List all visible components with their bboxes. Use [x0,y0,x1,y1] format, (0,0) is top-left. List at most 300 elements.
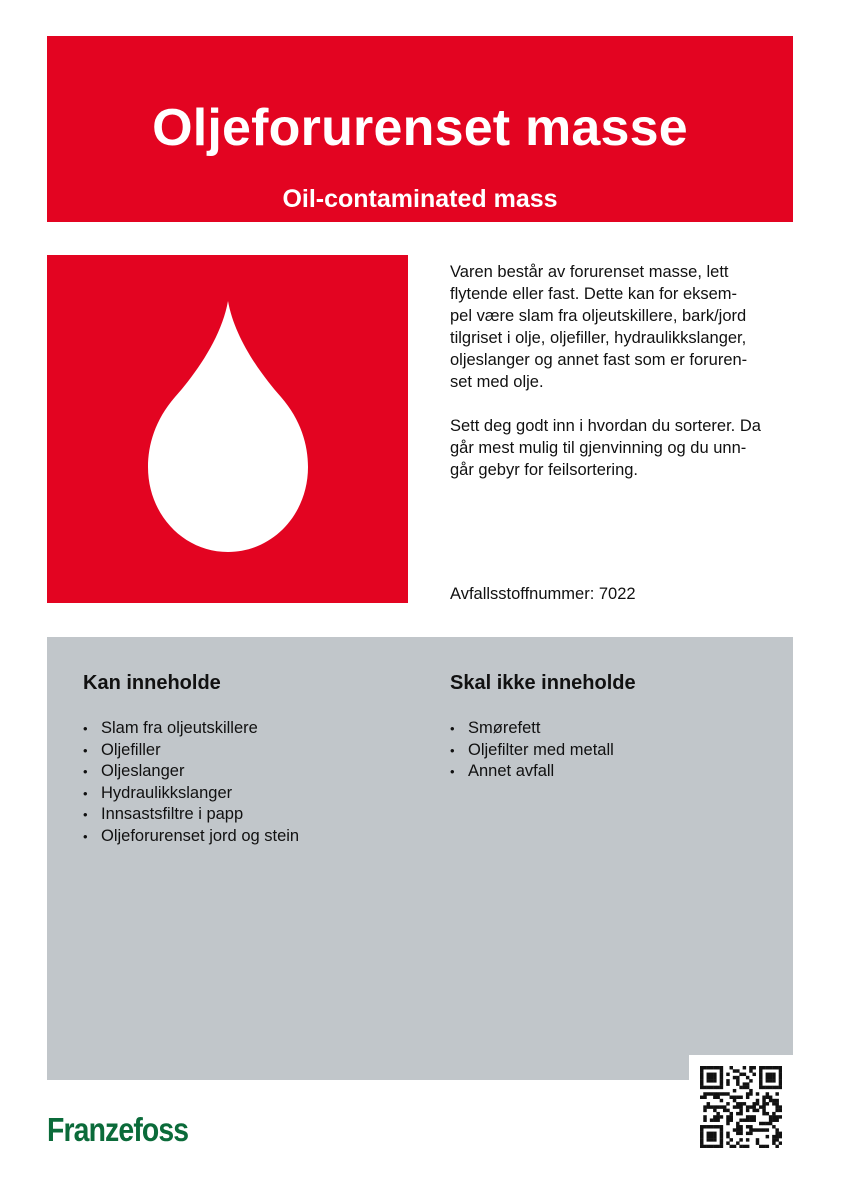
qr-module [736,1076,739,1079]
may-contain-section [83,671,299,848]
qr-module [710,1132,713,1135]
must-not-contain-section [450,671,636,783]
qr-module [733,1076,736,1079]
qr-module [749,1115,752,1118]
qr-module [707,1073,710,1076]
qr-module [730,1096,733,1099]
qr-module [749,1132,752,1135]
qr-module [779,1086,782,1089]
qr-module [746,1132,749,1135]
qr-module [723,1105,726,1108]
qr-module [759,1079,762,1082]
qr-module [726,1132,729,1135]
qr-module [716,1105,719,1108]
qr-module [762,1105,765,1108]
qr-module [766,1122,769,1125]
qr-module [766,1079,769,1082]
qr-module [726,1141,729,1144]
qr-module [733,1099,736,1102]
qr-module [743,1073,746,1076]
qr-module [720,1132,723,1135]
qr-module [716,1145,719,1148]
qr-module [720,1128,723,1131]
qr-module [772,1066,775,1069]
qr-module [746,1105,749,1108]
qr-module [772,1073,775,1076]
qr-module [700,1125,703,1128]
qr-module [713,1105,716,1108]
qr-module [710,1105,713,1108]
qr-module [772,1141,775,1144]
qr-module [703,1109,706,1112]
qr-module [749,1125,752,1128]
qr-module [720,1145,723,1148]
description-line: går mest mulig til gjenvinning og du unn- [450,439,747,457]
qr-module [743,1102,746,1105]
qr-module [759,1145,762,1148]
qr-module [775,1115,778,1118]
qr-module [703,1096,706,1099]
qr-module [700,1073,703,1076]
qr-module [769,1066,772,1069]
qr-module [746,1092,749,1095]
qr-module [703,1092,706,1095]
qr-module [707,1138,710,1141]
description-line: Sett deg godt inn i hvordan du sorterer. Da [450,417,761,435]
qr-module [772,1086,775,1089]
qr-module [707,1105,710,1108]
qr-module [749,1089,752,1092]
qr-module [726,1079,729,1082]
list-item: • Hydraulikkslanger [83,783,299,805]
qr-module [707,1066,710,1069]
qr-module [707,1076,710,1079]
qr-module [739,1118,742,1121]
qr-module [730,1145,733,1148]
description-line: flytende eller fast. Dette kan for eksem- [450,285,738,303]
qr-module [700,1086,703,1089]
qr-module [710,1145,713,1148]
qr-module [726,1092,729,1095]
qr-module [730,1138,733,1141]
may-contain-heading: Kan inneholde [83,672,221,694]
qr-module [752,1066,755,1069]
qr-module [733,1128,736,1131]
qr-module [710,1118,713,1121]
qr-module [726,1115,729,1118]
qr-module [707,1079,710,1082]
qr-module [749,1128,752,1131]
qr-module [720,1138,723,1141]
qr-module [726,1122,729,1125]
qr-module [775,1086,778,1089]
qr-module [713,1096,716,1099]
qr-module [720,1086,723,1089]
contents-panel [47,637,793,1080]
qr-module [766,1073,769,1076]
qr-module [772,1115,775,1118]
qr-module [769,1122,772,1125]
qr-module [775,1128,778,1131]
qr-module [762,1145,765,1148]
qr-module [736,1122,739,1125]
qr-module [710,1073,713,1076]
qr-module [746,1096,749,1099]
qr-module [766,1086,769,1089]
qr-module [762,1128,765,1131]
qr-module [713,1073,716,1076]
qr-module [736,1082,739,1085]
qr-module [736,1069,739,1072]
qr-module [779,1079,782,1082]
qr-module [779,1082,782,1085]
qr-module [766,1145,769,1148]
qr-module [726,1118,729,1121]
qr-module [752,1115,755,1118]
bullet-icon: • [450,721,455,736]
qr-module [739,1086,742,1089]
qr-module [746,1115,749,1118]
bullet-icon: • [83,785,88,801]
qr-module [746,1145,749,1148]
qr-module [736,1125,739,1128]
qr-module [743,1145,746,1148]
qr-module [749,1079,752,1082]
qr-module [736,1102,739,1105]
bullet-icon: • [83,764,88,780]
qr-module [720,1082,723,1085]
qr-module [703,1145,706,1148]
qr-module [756,1099,759,1102]
qr-module [707,1132,710,1135]
qr-module [720,1066,723,1069]
qr-module [779,1141,782,1144]
qr-module [766,1135,769,1138]
qr-module [746,1138,749,1141]
qr-module [752,1109,755,1112]
bullet-icon: • [83,742,88,758]
qr-module [713,1079,716,1082]
qr-module [762,1122,765,1125]
qr-module [710,1076,713,1079]
qr-module [720,1115,723,1118]
bullet-icon: • [83,828,88,844]
qr-module [746,1082,749,1085]
page-title: Oljeforurenset masse [152,99,688,157]
qr-module [752,1105,755,1108]
franzefoss-logo: Franzefoss [47,1111,189,1148]
qr-module [775,1099,778,1102]
qr-module [726,1102,729,1105]
qr-module [775,1135,778,1138]
qr-module [762,1099,765,1102]
qr-module [707,1145,710,1148]
qr-module [700,1141,703,1144]
qr-module [733,1096,736,1099]
hazard-symbol-box [47,255,408,603]
qr-module [720,1099,723,1102]
qr-module [775,1145,778,1148]
qr-module [733,1105,736,1108]
page-subtitle: Oil-contaminated mass [282,185,558,213]
qr-module [736,1141,739,1144]
qr-module [746,1125,749,1128]
qr-module [743,1066,746,1069]
list-item: • Oljeslanger [83,761,299,783]
qr-module [752,1073,755,1076]
must-not-contain-heading: Skal ikke inneholde [450,672,636,694]
qr-module [716,1066,719,1069]
qr-module [739,1073,742,1076]
qr-module [739,1138,742,1141]
header-banner [47,36,793,222]
qr-module [707,1092,710,1095]
qr-module [713,1109,716,1112]
qr-module [716,1118,719,1121]
qr-module [766,1066,769,1069]
qr-module [756,1128,759,1131]
qr-module [779,1105,782,1108]
qr-module [730,1112,733,1115]
qr-module [716,1096,719,1099]
qr-module [775,1109,778,1112]
qr-module [700,1066,703,1069]
qr-module [739,1112,742,1115]
may-contain-list [83,718,299,848]
description-line: Varen består av forurenset masse, lett [450,263,729,281]
qr-module [713,1115,716,1118]
qr-module [772,1112,775,1115]
qr-module [752,1128,755,1131]
qr-module [720,1069,723,1072]
qr-module [703,1066,706,1069]
qr-module [769,1076,772,1079]
qr-module [766,1128,769,1131]
qr-module [713,1138,716,1141]
qr-module [739,1132,742,1135]
qr-module [762,1086,765,1089]
bullet-icon: • [450,764,455,780]
qr-module [769,1073,772,1076]
qr-module [739,1128,742,1131]
qr-module [720,1073,723,1076]
qr-module [713,1066,716,1069]
qr-module [707,1086,710,1089]
qr-module [759,1128,762,1131]
qr-module [703,1118,706,1121]
description-line: går gebyr for feilsortering. [450,461,639,479]
qr-module [779,1132,782,1135]
qr-module [772,1138,775,1141]
list-item: • Innsastsfiltre i papp [83,804,299,826]
qr-module [769,1086,772,1089]
qr-module [779,1073,782,1076]
qr-module [775,1138,778,1141]
qr-module [772,1118,775,1121]
qr-module [759,1082,762,1085]
qr-module [726,1135,729,1138]
qr-module [759,1105,762,1108]
qr-module [749,1118,752,1121]
qr-module [775,1118,778,1121]
qr-module [739,1125,742,1128]
qr-module [772,1125,775,1128]
qr-module [700,1128,703,1131]
qr-module [730,1066,733,1069]
list-item: • Slam fra oljeutskillere [83,718,299,740]
qr-module [775,1132,778,1135]
qr-module [779,1135,782,1138]
list-item: • Smørefett [450,718,636,740]
qr-module [759,1076,762,1079]
qr-module [769,1079,772,1082]
list-item: • Oljefilter med metall [450,740,636,762]
qr-module [730,1118,733,1121]
qr-module [739,1102,742,1105]
qr-module [749,1069,752,1072]
qr-module [779,1066,782,1069]
qr-module [713,1145,716,1148]
qr-module [713,1076,716,1079]
qr-module [759,1066,762,1069]
qr-module [730,1115,733,1118]
must-not-contain-list [450,718,636,783]
qr-module [700,1082,703,1085]
qr-module [772,1079,775,1082]
qr-module [762,1112,765,1115]
qr-module [733,1069,736,1072]
qr-module [720,1141,723,1144]
qr-module [766,1092,769,1095]
bullet-icon: • [83,721,88,736]
list-item: • Oljeforurenset jord og stein [83,826,299,848]
qr-module [759,1086,762,1089]
qr-module [726,1109,729,1112]
qr-module [769,1118,772,1121]
qr-module [762,1109,765,1112]
description-paragraph-2 [450,415,795,481]
qr-module [779,1076,782,1079]
qr-module [759,1073,762,1076]
qr-module [720,1079,723,1082]
qr-module [716,1125,719,1128]
qr-module [762,1066,765,1069]
qr-module [700,1076,703,1079]
qr-module [736,1132,739,1135]
qr-module [723,1092,726,1095]
qr-module [766,1102,769,1105]
qr-module [710,1086,713,1089]
qr-module [739,1109,742,1112]
qr-module [700,1096,703,1099]
qr-module [752,1102,755,1105]
qr-module [710,1135,713,1138]
qr-module [710,1079,713,1082]
qr-module [746,1118,749,1121]
qr-module [749,1066,752,1069]
qr-module [743,1082,746,1085]
qr-module [756,1109,759,1112]
qr-module [766,1096,769,1099]
qr-module [739,1105,742,1108]
qr-module [775,1105,778,1108]
qr-module [713,1132,716,1135]
qr-module [703,1115,706,1118]
qr-module [713,1118,716,1121]
list-item: • Annet avfall [450,761,636,783]
qr-module [759,1122,762,1125]
qr-module [710,1066,713,1069]
qr-module [739,1096,742,1099]
qr-module [716,1092,719,1095]
qr-module [703,1086,706,1089]
qr-module [769,1099,772,1102]
waste-number: Avfallsstoffnummer: 7022 [450,585,636,603]
qr-code[interactable] [689,1055,793,1159]
qr-module [736,1128,739,1131]
qr-module [700,1145,703,1148]
qr-module [772,1099,775,1102]
qr-module [713,1086,716,1089]
bullet-icon: • [83,807,88,823]
qr-module [703,1125,706,1128]
qr-module [720,1076,723,1079]
qr-module [716,1112,719,1115]
qr-module [762,1096,765,1099]
oil-drop-icon [47,255,408,603]
qr-module [752,1118,755,1121]
qr-module [733,1145,736,1148]
description-line: oljeslanger og annet fast som er foruren- [450,351,748,369]
qr-module [743,1086,746,1089]
description [450,261,795,503]
qr-module [707,1135,710,1138]
qr-module [775,1102,778,1105]
qr-module [779,1115,782,1118]
qr-module [775,1066,778,1069]
qr-module [707,1102,710,1105]
qr-module [746,1109,749,1112]
qr-module [710,1138,713,1141]
description-line: tilgriset i olje, oljefiller, hydraulikkslanger, [450,329,747,347]
description-line: pel være slam fra oljeutskillere, bark/jord [450,307,747,325]
qr-code-icon [700,1066,782,1148]
qr-module [700,1138,703,1141]
qr-module [700,1079,703,1082]
qr-module [723,1109,726,1112]
qr-module [726,1073,729,1076]
qr-module [769,1115,772,1118]
qr-module [779,1069,782,1072]
qr-module [707,1125,710,1128]
qr-module [756,1102,759,1105]
qr-module [713,1135,716,1138]
qr-module [736,1079,739,1082]
qr-module [775,1092,778,1095]
qr-module [700,1069,703,1072]
qr-module [766,1076,769,1079]
list-item: • Oljefiller [83,740,299,762]
qr-module [743,1118,746,1121]
qr-module [720,1105,723,1108]
qr-module [703,1105,706,1108]
qr-module [736,1096,739,1099]
qr-module [766,1112,769,1115]
qr-module [746,1086,749,1089]
description-paragraph-1 [450,261,795,393]
qr-module [713,1092,716,1095]
qr-module [779,1109,782,1112]
